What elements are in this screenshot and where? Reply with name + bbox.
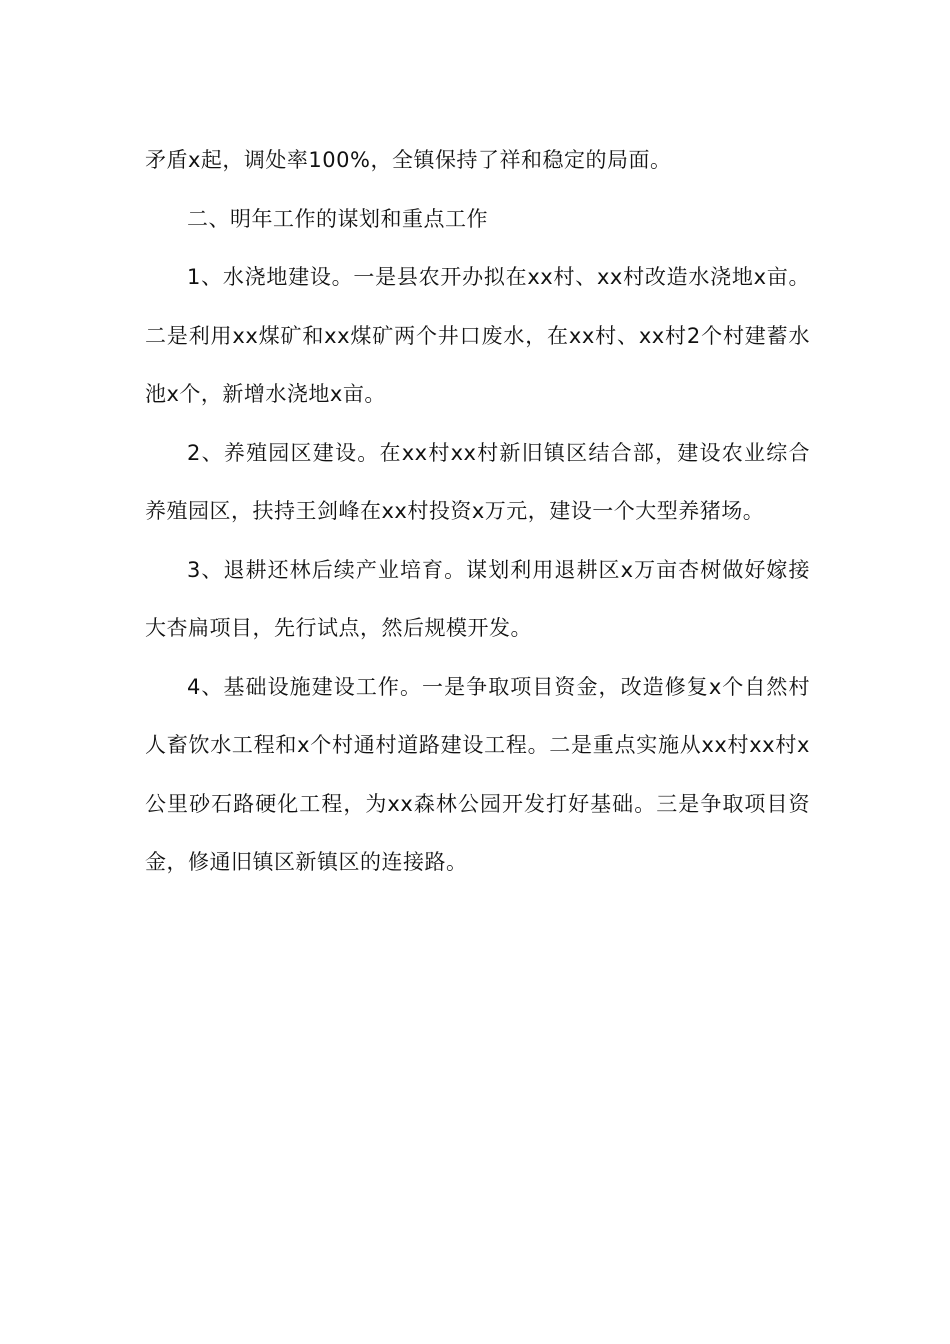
section-heading: 二、明年工作的谋划和重点工作 [187, 206, 488, 231]
paragraph-item-1: 1、水浇地建设。一是县农开办拟在xx村、xx村改造水浇地x亩。二是利用xx煤矿和xx煤矿两个井口废水，在xx村、xx村2个村建蓄水池x个，新增水浇地x亩。 [145, 265, 810, 406]
document-body [145, 131, 810, 892]
paragraph-item-4: 4、基础设施建设工作。一是争取项目资金，改造修复x个自然村人畜饮水工程和x个村通村道路建设工程。二是重点实施从xx村xx村x公里砂石路硬化工程，为xx森林公园开发打好基础。三是争取项目资金，修通旧镇区新镇区的连接路。 [145, 674, 810, 874]
paragraph-item-3: 3、退耕还林后续产业培育。谋划利用退耕区x万亩杏树做好嫁接大杏扁项目，先行试点，然后规模开发。 [145, 557, 810, 640]
paragraph-continuation: 矛盾x起，调处率100%，全镇保持了祥和稳定的局面。 [145, 148, 672, 172]
paragraph-item-2: 2、养殖园区建设。在xx村xx村新旧镇区结合部，建设农业综合养殖园区，扶持王剑峰在xx村投资x万元，建设一个大型养猪场。 [145, 440, 810, 523]
